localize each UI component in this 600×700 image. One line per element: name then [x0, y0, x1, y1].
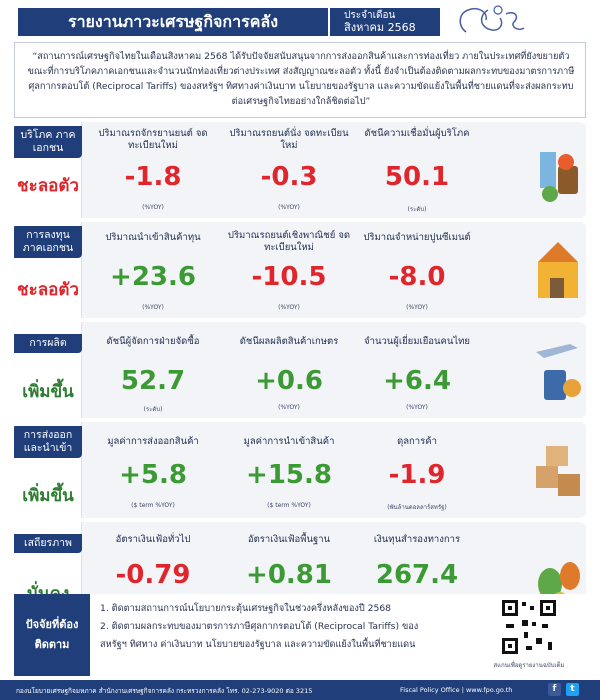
metric-value: -0.79 — [115, 560, 191, 590]
metric-label: อัตราเงินเฟ้อทั่วไป — [115, 534, 191, 545]
section-private-investment — [14, 222, 586, 318]
travel-illustration-icon — [530, 322, 586, 418]
metric-unit: (%YOY) — [406, 304, 428, 311]
metric-label: ปริมาณนำเข้าสินค้าทุน — [105, 232, 201, 243]
metric-car-registrations — [226, 128, 352, 214]
groceries-illustration-icon — [530, 122, 586, 218]
section-status: เพิ่มขึ้น — [22, 382, 74, 402]
section-name: การลงทุน ภาคเอกชน — [14, 226, 82, 258]
shipping-boxes-illustration-icon — [530, 422, 586, 518]
metric-value: -0.3 — [260, 162, 318, 192]
section-side — [14, 322, 82, 418]
qr-code-icon[interactable] — [500, 598, 558, 656]
section-name: การผลิต — [14, 334, 82, 353]
metric-value: +15.8 — [246, 460, 332, 490]
metric-value: +6.4 — [383, 366, 451, 396]
period-box — [330, 8, 440, 36]
metric-agricultural-output — [226, 336, 352, 416]
period-label: ประจำเดือน — [344, 10, 396, 21]
section-status: ชะลอตัว — [17, 280, 79, 300]
metric-label: ดัชนีผลผลิตสินค้าเกษตร — [239, 336, 339, 347]
factor-item: 1. ติดตามสถานการณ์นโยบายกระตุ้นเศรษฐกิจในช่วงครึ่งหลังของปี 2568 — [100, 603, 392, 614]
intro-text: “สถานการณ์เศรษฐกิจไทยในเดือนสิงหาคม 2568 ได้รับปัจจัยสนับสนุนจากการส่งออกสินค้าและการท่องเที่ยว ภายในประเทศที่ยังขยายตัว ขณะที่การบริโภคภาคเอกชนและจำนวนนักท่องเที่ยวต่างประเทศ ส่งสัญญาณชะลอตัว ทั้งนี้ ยังจำเป็นต้องติดตามผลกระทบของมาตรการภาษีศุลกากรตอบโต้ (Reciprocal Tariffs) ของสหรัฐฯ ทิศทางค่าเงินบาท นโยบายของรัฐบาล และความขัดแย้งในพื้นที่ชายแดนที่จะส่งผลกระทบต่อเศรษฐกิจไทยอย่างใกล้ชิดต่อไป” — [27, 51, 575, 107]
metric-capital-goods-imports — [90, 232, 216, 316]
section-side — [14, 122, 82, 218]
metric-value: -8.0 — [388, 262, 446, 292]
metric-unit: (%YOY) — [142, 304, 164, 311]
metric-import-value — [226, 436, 352, 516]
factors-list — [100, 600, 430, 654]
metric-label: ปริมาณรถยนต์นั่ง จดทะเบียนใหม่ — [229, 128, 349, 151]
metric-value: +23.6 — [110, 262, 196, 292]
footer-bar — [0, 680, 600, 700]
section-side — [14, 422, 82, 518]
section-production — [14, 322, 586, 418]
metric-unit: ($ term %YOY) — [131, 502, 175, 509]
metric-label: ปริมาณรถยนต์เชิงพาณิชย์ จดทะเบียนใหม่ — [227, 230, 351, 253]
period-value: สิงหาคม 2568 — [344, 21, 416, 34]
metric-value: 52.7 — [120, 366, 186, 396]
metric-unit: ($ term %YOY) — [267, 502, 311, 509]
qr-caption: สแกนเพื่อดูรายงานฉบับเต็ม — [493, 662, 565, 669]
metric-value: -1.8 — [124, 162, 182, 192]
fpo-logo-icon — [448, 4, 578, 38]
metric-consumer-confidence — [354, 128, 480, 214]
metric-value: +0.81 — [246, 560, 332, 590]
metric-unit: (%YOY) — [406, 404, 428, 411]
footer-contact: กองนโยบายเศรษฐกิจมหภาค สำนักงานเศรษฐกิจการคลัง กระทรวงการคลัง โทร. 02-273-9020 ต่อ 3215 — [16, 687, 313, 695]
metric-value: +0.6 — [255, 366, 323, 396]
metric-value: -1.9 — [388, 460, 446, 490]
section-name: การส่งออก และนำเข้า — [14, 426, 82, 458]
metric-thai-visitors — [354, 336, 480, 416]
metric-unit: (%YOY) — [278, 204, 300, 211]
metric-unit: (%YOY) — [278, 304, 300, 311]
metric-value: 50.1 — [384, 162, 450, 192]
construction-illustration-icon — [530, 222, 586, 318]
metric-unit: (พันล้านดอลลาร์สหรัฐ) — [387, 504, 447, 511]
section-status: ชะลอตัว — [17, 176, 79, 196]
metric-motorcycle-registrations — [90, 128, 216, 214]
metric-label: อัตราเงินเฟ้อพื้นฐาน — [247, 534, 331, 545]
intro-summary — [14, 42, 586, 118]
factors-to-monitor — [14, 594, 586, 676]
section-side — [14, 222, 82, 318]
section-name: บริโภค ภาคเอกชน — [14, 126, 82, 158]
metric-label: ดัชนีผู้จัดการฝ่ายจัดซื้อ — [106, 336, 200, 347]
metric-unit: (%YOY) — [278, 404, 300, 411]
metric-export-value — [90, 436, 216, 516]
metric-label: มูลค่าการนำเข้าสินค้า — [243, 436, 335, 447]
metric-label: ปริมาณรถจักรยานยนต์ จดทะเบียนใหม่ — [98, 128, 208, 151]
report-title: รายงานภาวะเศรษฐกิจการคลัง — [18, 8, 328, 36]
metric-value: 267.4 — [375, 560, 459, 590]
metric-commercial-vehicle-registrations — [226, 230, 352, 314]
metric-label: ดุลการค้า — [397, 436, 437, 447]
report-header — [0, 0, 600, 40]
section-status: เพิ่มขึ้น — [22, 486, 74, 506]
section-private-consumption — [14, 122, 586, 218]
factors-label: ปัจจัยที่ต้อง ติดตาม — [14, 594, 90, 676]
metric-label: ปริมาณจำหน่ายปูนซีเมนต์ — [363, 232, 471, 243]
metric-trade-balance — [354, 436, 480, 516]
metric-label: จำนวนผู้เยี่ยมเยือนคนไทย — [364, 336, 470, 347]
facebook-icon[interactable]: f — [548, 683, 561, 696]
twitter-icon[interactable]: t — [566, 683, 579, 696]
footer-website[interactable]: Fiscal Policy Office | www.fpo.go.th — [400, 686, 513, 694]
factor-item: 2. ติดตามผลกระทบของมาตรการภาษีศุลกากรตอบโต้ (Reciprocal Tariffs) ของสหรัฐฯ ทิศทาง ค่าเงินบาท นโยบายของรัฐบาล และความขัดแย้งในพื้นที่ชายแดน — [100, 621, 419, 650]
metric-label: มูลค่าการส่งออกสินค้า — [107, 436, 199, 447]
metric-pmi — [90, 336, 216, 416]
section-trade — [14, 422, 586, 518]
metric-value: +5.8 — [119, 460, 187, 490]
metric-unit: (ระดับ) — [143, 406, 163, 413]
metric-value: -10.5 — [251, 262, 327, 292]
section-name: เสถียรภาพ — [14, 534, 82, 553]
metric-unit: (%YOY) — [142, 204, 164, 211]
metric-label: เงินทุนสำรองทางการ — [373, 534, 461, 545]
metric-cement-sales — [354, 232, 480, 316]
metric-label: ดัชนีความเชื่อมั่นผู้บริโภค — [364, 128, 470, 139]
metric-unit: (ระดับ) — [407, 206, 427, 213]
